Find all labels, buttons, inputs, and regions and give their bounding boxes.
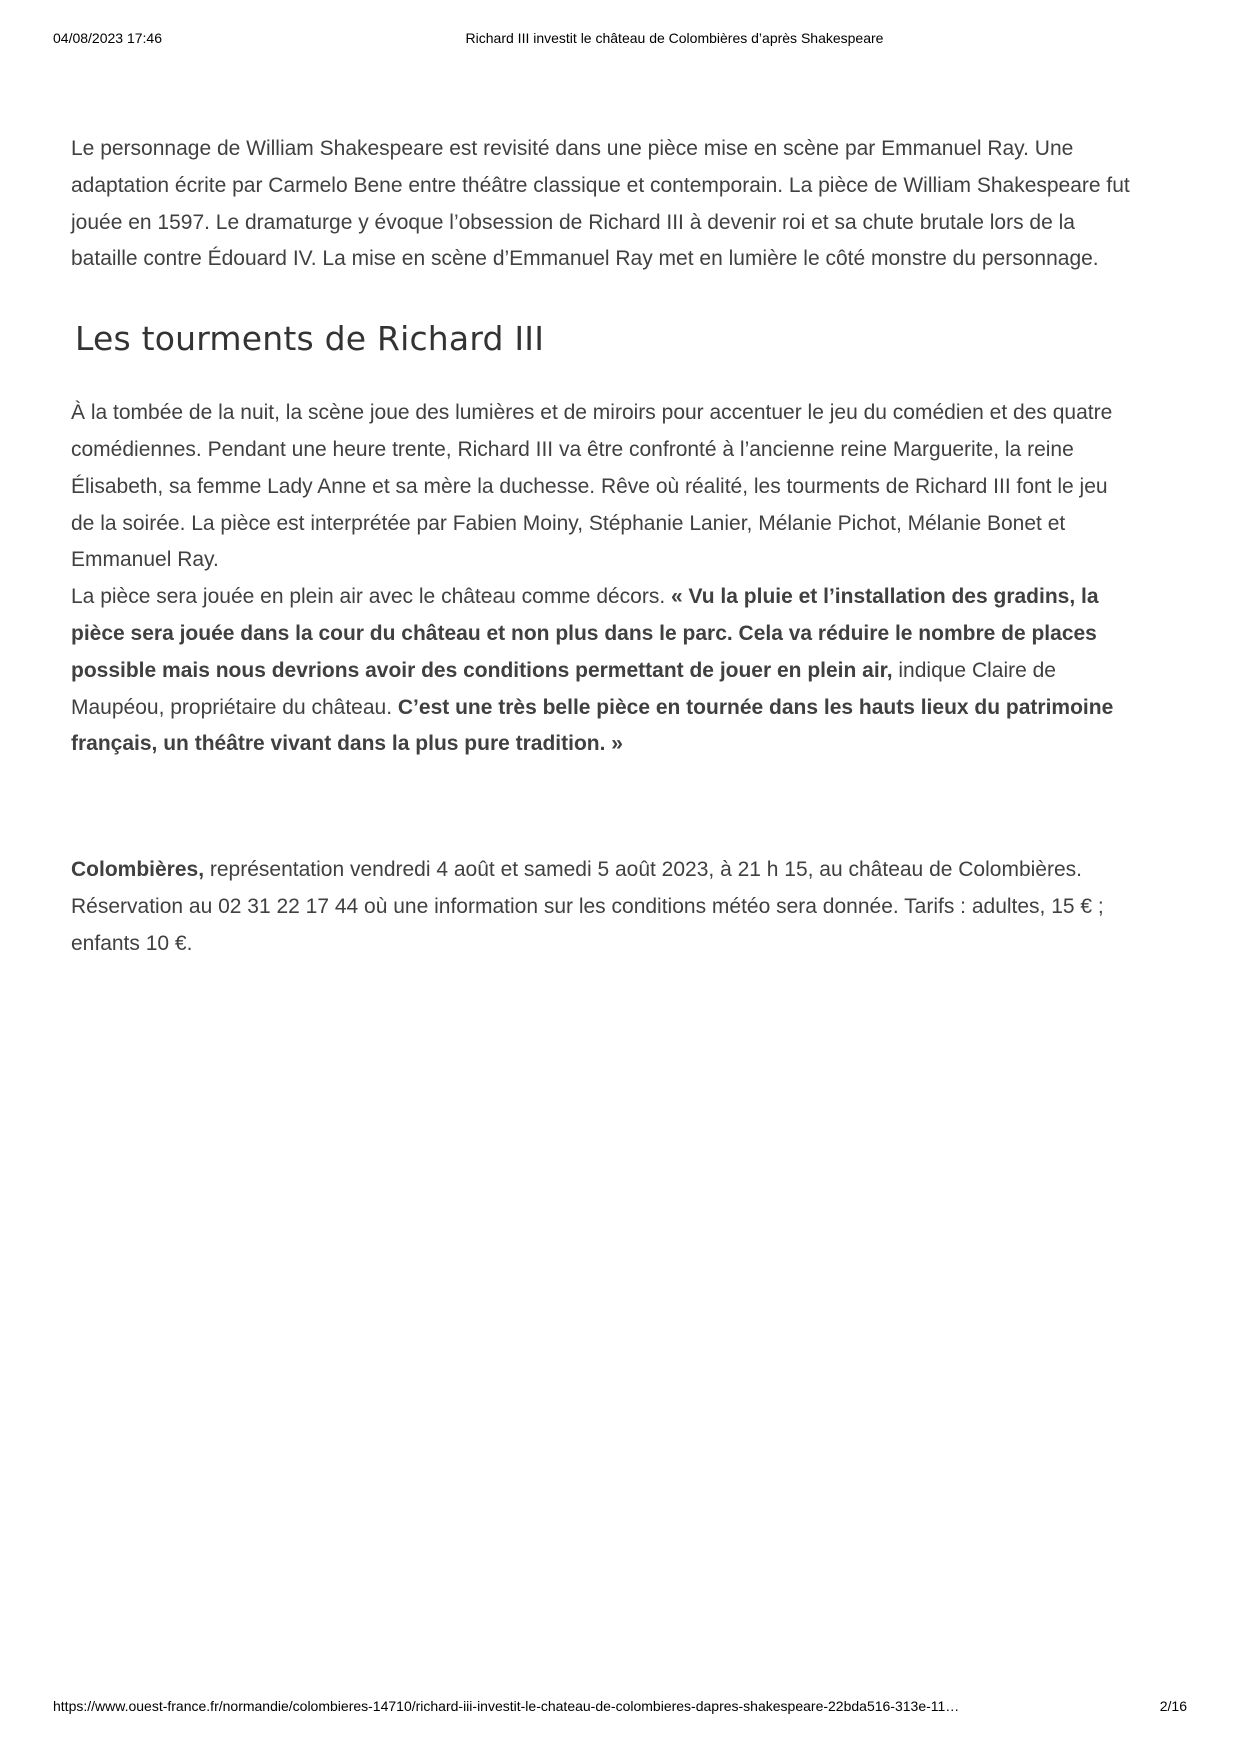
text-segment: Le personnage de William Shakespeare est revisité dans une pièce mise en scène par Emmanuel Ray. Une adaptation écrite par Carmelo Bene entre théâtre classique et contemporain. La pièce de William Shakespeare fut jouée en 1597. Le dramaturge y évoque l’obsession de Richard III à devenir roi et sa chute brutale lors de la bataille contre Édouard IV. La mise en scène d’Emmanuel Ray met en lumière le côté monstre du personnage. <box>71 137 1130 271</box>
text-segment: À la tombée de la nuit, la scène joue des lumières et de miroirs pour accentuer le jeu du comédien et des quatre comédiennes. Pendant une heure trente, Richard III va être confronté à l’ancienne reine Marguerite, la reine Élisabeth, sa femme Lady Anne et sa mère la duchesse. Rêve où réalité, les tourments de Richard III font le jeu de la soirée. La pièce est interprétée par Fabien Moiny, Stéphanie Lanier, Mélanie Pichot, Mélanie Bonet et Emmanuel Ray. <box>71 401 1113 572</box>
section-heading: Les tourments de Richard III <box>75 319 545 359</box>
page-indicator: 2/16 <box>1159 1698 1187 1714</box>
practical-info-paragraph <box>71 852 1136 962</box>
print-header <box>53 30 1187 47</box>
text-segment: indique Claire de Maupéou, propriétaire du château. <box>71 658 1056 719</box>
venue-quote-paragraph <box>71 579 1136 763</box>
bold-text-segment: C’est une très belle pièce en tournée dans les hauts lieux du patrimoine français, un théâtre vivant dans la plus pure tradition. » <box>71 695 1114 756</box>
print-datetime: 04/08/2023 17:46 <box>53 30 162 46</box>
bold-text-segment: Colombières, <box>71 858 205 882</box>
intro-paragraph <box>71 131 1136 278</box>
bold-text-segment: « Vu la pluie et l’installation des gradins, la pièce sera jouée dans la cour du château et non plus dans le parc. Cela va réduire le nombre de places possible mais nous devrions avoir des conditions permettant de jouer en plein air, <box>71 585 1099 682</box>
document-title: Richard III investit le château de Colombières d’après Shakespeare <box>465 30 884 46</box>
source-url: https://www.ouest-france.fr/normandie/colombieres-14710/richard-iii-investit-le-chateau-de-colombieres-dapres-shakespeare-22bda516-313e-11… <box>53 1698 960 1714</box>
print-footer <box>53 1698 1187 1715</box>
article-body <box>71 131 1136 963</box>
text-segment: La pièce sera jouée en plein air avec le château comme décors. <box>71 585 672 609</box>
show-description-paragraph <box>71 395 1136 579</box>
text-segment: représentation vendredi 4 août et samedi 5 août 2023, à 21 h 15, au château de Colombières. Réservation au 02 31 22 17 44 où une information sur les conditions météo sera donnée. Tarifs : adultes, 15 € ; enfants 10 €. <box>71 858 1104 955</box>
